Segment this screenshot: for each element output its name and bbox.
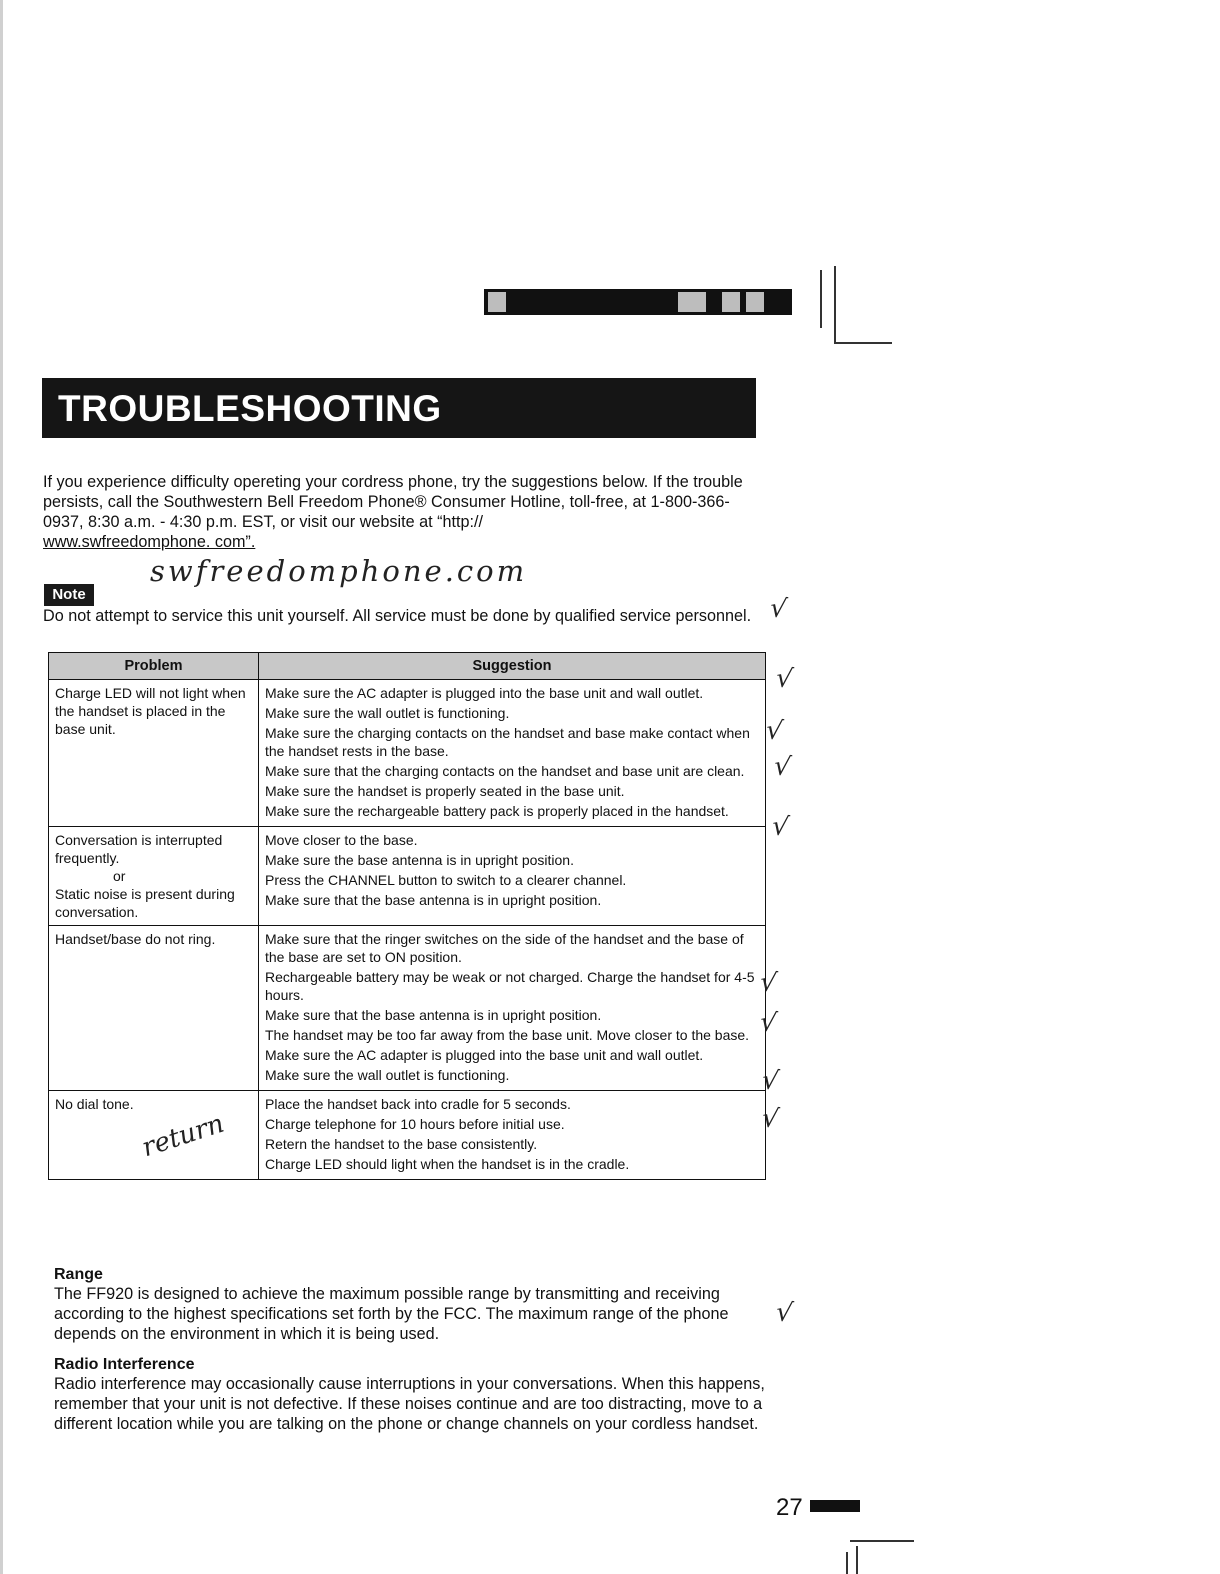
suggestion-item: Make sure the AC adapter is plugged into the base unit and wall outlet. <box>265 685 704 701</box>
column-header-problem: Problem <box>49 653 259 680</box>
page-number-bar <box>810 1500 860 1512</box>
suggestion-item: Rechargeable battery may be weak or not charged. Charge the handset for 4-5 hours. <box>265 969 755 1003</box>
table-row <box>49 680 766 827</box>
problem-cell <box>49 827 259 926</box>
check-mark-icon: √ <box>759 1102 781 1136</box>
problem-cell <box>49 680 259 827</box>
range-heading: Range <box>54 1266 103 1283</box>
check-mark-icon: √ <box>759 1064 781 1098</box>
radio-interference-heading: Radio Interference <box>54 1356 195 1373</box>
table-row <box>49 1091 766 1180</box>
scan-edge <box>0 0 3 1574</box>
problem-or: or <box>113 868 126 884</box>
suggestion-item: Make sure the handset is properly seated in the base unit. <box>265 783 625 799</box>
suggestion-item: Retern the handset to the base consistently. <box>265 1136 538 1152</box>
crop-mark <box>846 1552 848 1574</box>
suggestion-item: Make sure that the charging contacts on the handset and base unit are clean. <box>265 763 745 779</box>
suggestion-item: Make sure that the base antenna is in upright position. <box>265 892 602 908</box>
intro-text: If you experience difficulty opereting your cordress phone, try the suggestions below. If the trouble persists, call the Southwestern Bell Freedom Phone® Consumer Hotline, toll-free, at 1-800-366-0937, 8:30 a.m. - 4:30 p.m. EST, or visit our website at “http:// <box>43 473 743 531</box>
crop-mark <box>834 266 836 344</box>
problem-text: Conversation is interrupted frequently. <box>55 832 223 866</box>
problem-text: No dial tone. <box>55 1096 134 1112</box>
crop-mark <box>850 1540 914 1542</box>
suggestion-cell <box>259 1091 766 1180</box>
crop-mark <box>820 270 822 328</box>
suggestion-cell <box>259 680 766 827</box>
suggestion-item: Make sure the charging contacts on the handset and base make contact when the handset rests in the base. <box>265 725 750 759</box>
check-mark-icon: √ <box>767 592 789 626</box>
note-badge: Note <box>44 584 94 606</box>
check-mark-icon: √ <box>771 750 793 784</box>
check-mark-icon: √ <box>757 1006 779 1040</box>
suggestion-item: Make sure the wall outlet is functioning. <box>265 705 510 721</box>
troubleshooting-table <box>48 652 766 1180</box>
problem-text: Charge LED will not light when the handset is placed in the base unit. <box>55 685 246 737</box>
suggestion-item: Make sure the wall outlet is functioning. <box>265 1067 510 1083</box>
problem-alt-text: Static noise is present during conversation. <box>55 886 235 920</box>
suggestion-item: Place the handset back into cradle for 5 seconds. <box>265 1096 571 1112</box>
intro-paragraph <box>43 472 761 552</box>
suggestion-cell <box>259 926 766 1091</box>
check-mark-icon: √ <box>773 662 795 696</box>
crop-mark <box>834 342 892 344</box>
table-row <box>49 827 766 926</box>
page-title <box>42 378 756 438</box>
suggestion-cell <box>259 827 766 926</box>
crop-mark <box>856 1546 858 1574</box>
problem-cell <box>49 926 259 1091</box>
suggestion-item: Charge telephone for 10 hours before initial use. <box>265 1116 565 1132</box>
check-mark-icon: √ <box>769 810 791 844</box>
suggestion-item: Make sure that the ringer switches on the side of the handset and the base of the base are set to ON position. <box>265 931 744 965</box>
decorative-header-bar <box>484 289 792 315</box>
problem-cell <box>49 1091 259 1180</box>
note-text: Do not attempt to service this unit yourself. All service must be done by qualified service personnel. <box>43 607 752 625</box>
problem-text: Handset/base do not ring. <box>55 931 216 947</box>
handwritten-return-note: return <box>138 1108 228 1164</box>
suggestion-item: Make sure that the base antenna is in upright position. <box>265 1007 602 1023</box>
suggestion-item: The handset may be too far away from the base unit. Move closer to the base. <box>265 1027 750 1043</box>
page-number: 27 <box>776 1494 803 1521</box>
table-row <box>49 926 766 1091</box>
radio-interference-text: Radio interference may occasionally cause interruptions in your conversations. When this happens, remember that your unit is not defective. If these noises continue and are too distracting, move to a different location while you are talking on the phone or change channels on your cordless handset. <box>54 1375 765 1433</box>
suggestion-item: Make sure the base antenna is in upright position. <box>265 852 574 868</box>
check-mark-icon: √ <box>773 1296 795 1330</box>
range-text: The FF920 is designed to achieve the maximum possible range by transmitting and receiving according to the highest specifications set forth by the FCC. The maximum range of the phone depends on the environment in which it is being used. <box>54 1285 729 1343</box>
check-mark-icon: √ <box>757 966 779 1000</box>
suggestion-item: Make sure the AC adapter is plugged into the base unit and wall outlet. <box>265 1047 704 1063</box>
suggestion-item: Move closer to the base. <box>265 832 418 848</box>
column-header-suggestion: Suggestion <box>259 653 766 680</box>
suggestion-item: Make sure the rechargeable battery pack is properly placed in the handset. <box>265 803 729 819</box>
website-url: www.swfreedomphone. com”. <box>43 533 256 551</box>
page-title-text: TROUBLESHOOTING <box>58 388 442 429</box>
suggestion-item: Press the CHANNEL button to switch to a clearer channel. <box>265 872 627 888</box>
handwritten-url-note: swfreedomphone.com <box>150 554 528 588</box>
suggestion-item: Charge LED should light when the handset is in the cradle. <box>265 1156 630 1172</box>
check-mark-icon: √ <box>763 714 785 748</box>
table-header-row <box>49 653 766 680</box>
